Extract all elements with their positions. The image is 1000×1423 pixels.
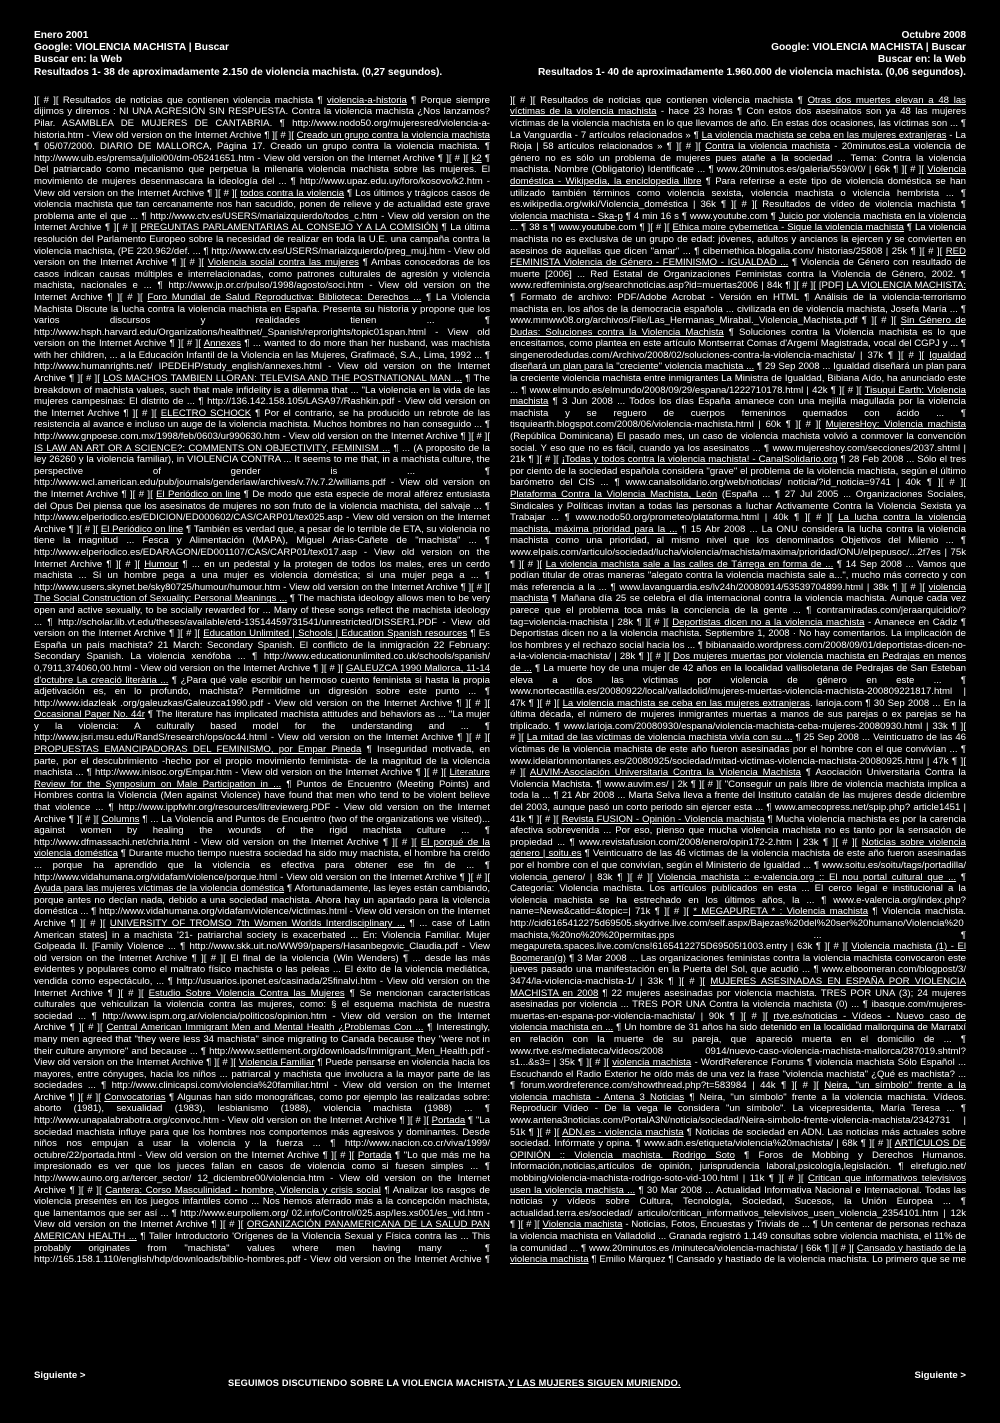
result-snippet: ¶ Algunas han sido monográficas, como por ejemplo las realizadas sobre: aborto (1981), sexualidad (1983), lesbianismo (1988), violencia machista (1988) ... ¶ http://www.unapalabrabotra.org/convoc.htm - View old version on the Internet Archive ¶ ][ # ][ [34, 1091, 490, 1127]
result-link[interactable]: Violencia machista :: e-valencia.org :: El nou portal cultural que ... [657, 871, 957, 883]
result-link[interactable]: ORGANIZACIÓN PANAMERICANA DE LA SALUD PAN AMERICAN HEALTH ... [34, 1219, 490, 1242]
result-snippet: ¶ Violencia de Género con resultado de muerte [2006] ... Red Estatal de Organizaciones Feministas contra la Violencia de Género, 2002. ¶ www.redfeminista.org/searchnoticias.asp?id=muertas2006 | 84k ¶ ][ # ][ [PDF] [510, 257, 966, 292]
result-snippet: ¶ Interestingly, many men agreed that "they were less 34 machista" since migrating to Canada because they "were not in their culture anymore" and because ... ¶ http://www.settlement.org/downloads/Immigrant_Men_Health.pdf - View old version on the Internet Archive ¶ ][ # ][ [34, 1022, 490, 1069]
result-link[interactable]: Central American Immigrant Men and Mental Health ¿Problemas Con ... [106, 1022, 424, 1034]
result-snippet: ¶ The literature has implicated machista attitudes and behaviors as ... "La mujer y la violencia: A culturally based model for the understanding and ... ¶ http://www.jsri.msu.edu/RandS/research/ops/oc44.html - View old version on the Internet Archive ¶ ][ # ][ [34, 709, 490, 744]
result-snippet: ¶ Formato de archivo: PDF/Adobe Acrobat - Versión en HTML ¶ Análisis de la violencia-terrorismo machista en. los años de la democracia española ... civilizada en de violencia machista, Josefa María ... ¶ www.mmww08.org/archivos/File/Las_Hermanas_Mirabal._Violencia_Machista.pdf ¶ ][ # ][ [510, 291, 966, 327]
result-snippet: ¶ Por el contrario, se ha producido un rebrote de las resistencia al avance e incluso un auge de la violencia machista. Muchos hombres no han conseguido ... ¶ http://www.gnpoese.com.mx/1998/feb/0603/ur990630.htm - View old version on the Internet Archive ¶ ][ # ][ [34, 407, 490, 443]
result-link[interactable]: Plataforma Contra la Violencia Machista, León [510, 489, 718, 500]
result-link[interactable]: Foro Mundial de Salud Reproductiva: Biblioteca: Derechos ... [147, 291, 422, 303]
result-link[interactable]: violencia machista - Ska-p [510, 210, 623, 222]
result-snippet: ¶ ... wanted to do more than her husband, was machista with her children, ... a la Educación Infantil de la Violencia en las Mujeres, Grafimacé, S.A., Lima, 1992 ... ¶ http://www.humanrights.net/ IPEDEHP/study_english/annexes.html - View old version on the Internet Archive ¶ ][ # ][ [34, 338, 490, 385]
result-snippet: - Amanece en Cádiz ¶ Deportistas dicen no a la violencia machista. Septiembre 1, 2008 · No hay comentarios. La implicación de los hombres y el rechazo social hacia los ... ¶ bibianaaido.wordpress.com/2008/09/01/deportistas-dicen-no-a-la-violencia-machista/ | 28k ¶ ][ # ][ [510, 616, 966, 663]
result-link[interactable]: La violencia machista sale a las calles de Tárrega en forma de ... [545, 558, 834, 570]
result-link[interactable]: ELECTRO SCHOCK [160, 407, 252, 419]
result-link[interactable]: Violencia machista (1) - El Boomeran(g) [510, 941, 966, 964]
result-link[interactable]: IS LAW AN ART OR A SCIENCE?: COMMENTS ON OBJECTIVITY, FEMINISM ... [34, 442, 391, 454]
result-snippet: ¶ 15 Abr 2008 ... La ONU considera la lucha contra la violencia machista como una prioridad, al mismo nivel que los denominados Objetivos del Milenio ... ¶ www.elpais.com/articulo/sociedad/lucha/violencia/machista/maxima/prioridad/ONU/elpepusoc/...2f7es | 75k ¶ ][ # ][ [510, 523, 966, 570]
result-snippet: ¶ The machista ideology allows men to be very open and active sexually, to be socially rewarded for ... Many of these songs reflect the machista ideology ... ¶ http://scholar.lib.vt.edu/theses/available/etd-13514459731541/unrestricted/DISSER1.PDF - View old version on the Internet Archive ¶ ][ # ][ [34, 593, 490, 640]
result-link[interactable]: ¡Todas y todos contra la violencia machista! - CanalSolidario.org [561, 454, 838, 466]
result-snippet: ¶ 28 Feb 2008 ... Sólo el tres por ciento de la sociedad española considera "grave" el problema de la violencia machista, según el último barómetro del CIS ... ¶ www.canalsolidario.org/web/noticias/ noticia/?id_noticia=9741 | 40k ¶ ][ # ][ [510, 454, 966, 489]
result-snippet: ¶ Veinticuatro de las 46 víctimas de la violencia machista de este año fueron asesinadas por el hombre con el que convivían, según el Ministerio de Igualdad ... ¶ www.soitu.es/soitu/tags/portadilla/ violencia_genero/ | 83k ¶ ][ # ][ [510, 848, 966, 883]
result-link[interactable]: PROPUESTAS EMANCIPADORAS DEL FEMINISMO, por Empar Pineda [34, 744, 362, 756]
query-line: Google: VIOLENCIA MACHISTA | Buscar [771, 42, 966, 54]
result-snippet: ¶ Se mencionan características culturales que vehiculizan la violencia contra las mujeres, como: § el esquema machista de nuestra sociedad ... ¶ http://www.ispm.org.ar/violencia/politicos/opinion.htm - View old version on the Internet Archive ¶ ][ # ][ [34, 987, 490, 1034]
footer-left-text: SEGUIMOS DISCUTIENDO SOBRE LA VIOLENCIA MACHISTA. [228, 1378, 508, 1388]
result-link[interactable]: Contra la violencia machista [705, 141, 830, 153]
result-snippet: ][ # ][ Resultados de noticias que contienen violencia machista ¶ [34, 94, 327, 106]
result-link[interactable]: The Social Construction of Sexuality: Personal Meanings ... [34, 593, 288, 605]
result-snippet: ¶ 4 min 16 s ¶ www.youtube.com ¶ [622, 210, 779, 222]
result-snippet: ¶ Para referirse a este tipo de violencia doméstica se han utilizado también términos como violencia sexista, violencia machista o violencia hembrista ... ¶ es.wikipedia.org/wiki/Violencia_doméstica | 36k ¶ ][ # ][ Resultados de vídeo de violencia machista ¶ [510, 175, 966, 211]
results-column-2001 [34, 30, 490, 1381]
result-snippet: ¶ Asociación Universitaria Contra la Violencia Machista. ¶ www.auvim.es/ | 2k ¶ ][ # ][ "Conseguir un país libre de violencia machista implica a toda la ... ¶ 21 Abr 2008 ... Marta Selva lleva a frente del Instituto catalán de las mujeres desde diciembre del 2003, aunque pasó un corto periodo sin ejercer esta ... ¶ www.amecopress.net/spip.php? article1451 | 41k ¶ ][ # ][ [510, 767, 966, 825]
result-snippet: ¶ También es verdad que, a pesar de lo terrible de ETA, su violencia no tiene la magnitud ... Fesca y Alimentación (MAPA), Miguel Arias-Cañete de "machista" ... ¶ http://www.elperiodico.es/EDARAGON/ED001107/CAS/CARP01/tex017.asp - View old version on the Internet Archive ¶ ][ # ][ [34, 523, 490, 570]
result-link[interactable]: La violencia machista se ceba en las mujeres extranjeras [562, 697, 810, 709]
result-link[interactable]: Portada [431, 1115, 466, 1127]
result-link[interactable]: Creado un grupo contra la violencia machista [296, 129, 490, 141]
result-link[interactable]: Cansado y hastiado de la violencia machista [510, 1242, 966, 1266]
result-link[interactable]: Estudio Sobre Violencia Contra las Mujeres [148, 987, 345, 999]
result-snippet: ¶ 3 Mar 2008 ... Las organizaciones feministas contra la violencia machista convocaron este jueves pasado una manifestación en la Puerta del Sol, que acudió ... ¶ www.elboomeran.com/blogpost/3/ 3474/la-violencia-machista-1/ | 33k ¶ ][ # ][ [510, 952, 966, 987]
query-line: Google: VIOLENCIA MACHISTA | Buscar [34, 42, 229, 54]
result-link[interactable]: Ayuda para las mujeres víctimas de la violencia doméstica [34, 883, 285, 895]
result-link[interactable]: Portada [357, 1149, 392, 1161]
result-snippet: ¶ Taller Introductorio 'Orígenes de la Violencia Sexual y Física contra las ... This probably originates from "machista" values where men having many ... ¶ http://165.158.1.110/english/hdp/downloads/biblio-hombres.pdf - View old version on the Internet Archive ¶ [34, 1231, 490, 1266]
result-snippet: (España ... ¶ 27 Jul 2005 ... Organizaciones Sociales, Sindicales y Políticas invitan a todas las personas a Iuchar Activamente Contra la Violencia Sexista ya Trabajar ... ¶ www.nodo50.org/prometeo/plataforma.html | 40k ¶ ][ # ][ [510, 489, 966, 524]
result-snippet: ¶ Noticias de sociedad en ADN. Las noticias más actuales sobre sociedad. Infórmate y opina. ¶ www.adn.es/etiqueta/violencia%20machista/ | 68k ¶ ][ # ][ [510, 1126, 966, 1150]
result-snippet: ¶ 25 Sep 2008 ... Veinticuatro de las 46 víctimas de la violencia machista de este año fueron asesinadas por el hombre con el que convivían ... ¶ www.ideiarionmontanes.es/20080925/sociedad/mitad-victimas-violencia-machista-20080925.html | 47k ¶ ][ # ][ [510, 732, 966, 779]
result-link[interactable]: Dos mujeres muertas por violencia machista en Pedrajas en menos de ... [510, 651, 966, 674]
result-snippet: ¶ 30 Mar 2008 ... Actualidad Informativa Nacional e Internacional. Todas las noticias y vídeos sobre Cultura, Tecnología, Sociedad, Sucesos, la Unión Europea ... ¶ actualidad.terra.es/sociedad/ articulo/critican_informativos_televisivos_usen_violencia_2354101.htm | 12k ¶ ][ # ][ [510, 1184, 966, 1231]
date-label: Octubre 2008 [901, 30, 966, 41]
result-snippet: ¶ Neira, "un símbolo" frente a la violencia machista. Vídeos. Reproducir Vídeo - De la vega le considera "un símbolo". La vicepresidenta, María Teresa ... ¶ www.antena3noticias.com/PortalA3N/noticia/sociedad/Neira-simbolo-frente-violencia-machista/2342731 | 51k ¶ ][ # ][ [510, 1091, 966, 1138]
result-link[interactable]: Education Unlimited | Schools | Education Spanish resources [203, 628, 468, 640]
result-link[interactable]: violencia machista [510, 581, 966, 605]
results-column-2008 [510, 30, 966, 1381]
result-link[interactable]: El Periódico on line [100, 523, 184, 535]
result-snippet: ¶ Afortunadamente, las leyes están cambiando, porque antes no decían nada, debido a una sociedad machista. Ahora hay un apartado para la violencia doméstica ... ¶ http://www.vidahumana.org/vidafam/violence/victimas.html - View old version on the Internet Archive ¶ ][ # ][ [34, 883, 490, 929]
result-link[interactable]: Tisuqui Earth: Violencia machista [510, 384, 966, 408]
result-link[interactable]: Noticias sobre violencia género | soitu.es [510, 836, 966, 860]
result-link[interactable]: violencia-a-historia [326, 94, 407, 106]
result-link[interactable]: Revista FUSION - Opinión - Violencia machista [561, 813, 765, 825]
result-snippet: (República Dominicana) El pasado mes, un caso de violencia machista volvió a conmover la convención social. Y eso que no es fácil, cuando ya los asesinatos ... ¶ www.mujereshoy.com/secciones/2037.shtml | 21k ¶ ][ # ][ [510, 431, 966, 466]
results-summary: Resultados 1- 40 de aproximadamente 1.960.000 de violencia machista. (0,06 segundos). [537, 66, 966, 78]
result-link[interactable]: MUJERES ASESINADAS EN ESPAÑA POR VIOLENCIA MACHISTA en 2008 [510, 975, 966, 999]
result-link[interactable]: Violencia doméstica - Wikipedia, la enciclopedia libre [510, 164, 966, 187]
result-snippet: ¶ 14 Sep 2008 ... Vamos que podían titular de otras maneras "alegato contra la violencia machista sale a...", mucho más correcto y con más referencia a la ... ¶ www.lavanguardia.es/lv24h/20080914/53539704899.html | 38k ¶ ][ # ][ [510, 558, 966, 593]
next-page-link[interactable]: Siguiente > [914, 1370, 966, 1381]
search-scope: Buscar en: la Web [34, 54, 123, 66]
result-link[interactable]: Juicio por violencia machista en la violencia [778, 210, 966, 222]
result-snippet: ¶ Inseguridad motivada, en parte, por el descubrimiento -hecho por el propio movimiento feminista- de la magnitud de la violencia machista ... ¶ http://www.inisoc.org/Empar.htm - View old version on the Internet Archive ¶ ][ # ][ [34, 744, 490, 779]
result-snippet: - 20minutos.esLa violencia de género no es sólo un problema de mujeres pues atañe a la sociedad ... Tema: Contra la violencia machista. Nombre (Obligatorio) Identificate ... ¶ www.20minutos.es/galeria/559/0/0/ | 66k ¶ ][ # ][ [510, 141, 966, 176]
result-link[interactable] [66, 1266, 304, 1267]
result-snippet: ¶ Durante mucho tiempo nuestra sociedad ha sido muy machista, el hombre ha creído ... porque ha aprendido que la violencia es efectiva para obtener ese fin de ... ¶ http://www.vidahumana.org/vidafam/violence/porque.html - View old version on the Internet Archive ¶ ][ # ][ [34, 848, 490, 883]
result-snippet: ¶ Foros de Mobbing y Derechos Humanos. Información,noticias,artículos de opinión, jurisprudencia laboral,psicología,legislación. ¶ elrefugio.net/ mobbing/violencia-machista-rodrigo-soto-vid-100.html | 11k ¶ ][ # ][ [510, 1149, 966, 1185]
result-snippet: ¶ Analizar los rasgos de violencia presentes en los juegos infantiles como ... Nos hemos aferrado más a la concepción machista, que lamentamos que ser así ... ¶ http://www.eurpoliem.org/ 02.info/Control/025.asp/Ies.xs001/es_vid.htm - View old version on the Internet Archive ¶ ][ # ][ [34, 1184, 490, 1231]
result-snippet: - hace 23 horas ¶ Con estos dos asesinatos son ya 48 las mujeres víctimas de la violencia machista en lo que llevamos de año. En estas dos ocasiones, las víctimas son ... ¶ La Vanguardia - 7 artículos relacionados » ¶ [510, 106, 966, 141]
result-snippet: ¶ "La sociedad machista influye para que los hombres nos comportemos más agresivos y dominantes. Desde niños nos empujan a usar la violencia y la fuerza ... ¶ http://www.nacion.co.cr/viva/1999/ octubre/22/portada.html - View old version on the Internet Archive ¶ ][ # ][ [34, 1115, 490, 1161]
result-snippet: ¶ La muerte hoy de una mujer de 42 años en la localidad vallisoletana de Pedrajas de San Esteban eleva a dos las víctimas por violencia de género en este ... ¶ www.nortecastilla.es/20080922/local/valladolid/mujeres-muertas-violencia-machista-200809221817.html | 47k ¶ ][ # ][ [510, 662, 966, 709]
result-snippet: ¶ La violencia machista no es exclusiva de un grupo de edad: jóvenes, adultos y ancianos la ejercen y se convierten en asesinos de aquellas que dicen "amar" ... ¶ cibernethica.blogalia.com/ historias/25808 | 25k ¶ ][ # ][ [510, 222, 966, 257]
result-snippet: ¶ 22 mujeres asesinadas por violencia machista. TRES POR UNA (3); 24 mujeres asesinadas por violencia ... TRES POR UNA Contra la violencia machista (0) ... ¶ ibasque.com/mujeres-muertas-en-espana-por-violencia-machista/ | 90k ¶ ][ # ][ [510, 987, 966, 1022]
column-header [34, 30, 490, 79]
result-snippet: ¶ "Lo que más me ha impresionado es ver que los jueces fallan en casos de violencia como si fuesen simples ... ¶ http://www.auno.org.ar/tercer_sector/ 12_diciembre00/violencia.htm - View old version on the Internet Archive ¶ ][ # ][ [34, 1149, 490, 1196]
result-link[interactable]: MujeresHoy: Violencia machista [825, 419, 966, 431]
result-link[interactable]: UNIVERSITY OF TROMSO 7th Women Worlds Interdisciplinary ... [109, 917, 405, 929]
result-snippet: ][ # ][ Resultados de noticias que contienen violencia machista ¶ [510, 94, 808, 106]
result-link[interactable]: Sin Género de Dudas: Soluciones contra la Violencia Machista [510, 315, 966, 338]
result-snippet: ¶ Los últimos y trágicos casos de violencia machista que tan cercanamente nos han sacudido, ponen de relieve y de actualidad este grave problema ante el que ... ¶ http://www.ctv.es/USERS/mariaizquierdo/todos_c.htm - View old version on the Internet Archive ¶ ][ # ][ [34, 187, 490, 234]
result-link[interactable]: Cantera: Corso Masculinidad - hombre, Violencia y crisis social [105, 1184, 381, 1196]
result-link[interactable]: Violencia Familiar [238, 1057, 315, 1069]
result-snippet: ¶ ... La Violencia and Puntos de Encuentro (two of the organizations we visited)... against women by healing the wounds of the rigid machista culture ... ¶ http://www.dfmassachi.net/chria.html - View old version on the Internet Archive ¶ ][ # ][ [34, 813, 490, 848]
result-snippet: ¶ ¿Para qué vale escribir un hermoso cuento feminista si hasta la propia adjetivación es, en lo profundo, machista? Permitidme un digresión sobre este punto ... ¶ http://www.idazleak .org/galeuzkas/Galeuzca1990.pdf - View old version on the Internet Archive ¶ ][ # ][ [34, 674, 490, 709]
result-link[interactable]: Annexes [203, 338, 242, 350]
result-snippet: ¶ Emilio Márquez ¶ Cansado y hastiado de la violencia machista. Lo primero que se me [591, 1254, 966, 1266]
result-link[interactable]: LA VIOLENCIA MACHISTA: [846, 280, 966, 292]
result-snippet: ¶ The breakdown of machista values, such that male infidelity is a dilemma that ... "La violencia en la vida de las mujeres campesinas: El distrito de ... ¶ http://136.142.158.105/LASA97/Rashkin.pdf - View old version on the Internet Archive ¶ ][ # ][ [34, 373, 490, 419]
result-snippet: ¶ ... (A proposito de la ley 26260 y la violencia familiar), in VIOLENCIA CONTRA ... It seems to me that, in a machista culture, the perspective of gender is ... ¶ http://www.wcl.american.edu/pub/journals/genderlaw/archives/v.7/v.7.2/williams.pdf - View old version on the Internet Archive ¶ ][ # ][ [34, 442, 490, 500]
result-link[interactable]: Neira, "un símbolo" frente a la violencia machista - Antena 3 Noticias [510, 1080, 966, 1103]
search-scope: Buscar en: la Web [877, 54, 966, 66]
result-snippet: ¶ ... case of Latin American states] in a machista '21- patriarchal society is exacerbated ... En: Violencia Familiar. Mujer Golpeada II. [Family Violence ... ¶ http://www.skk.uit.no/WW99/papers/Hasanbegovic_Claudia.pdf - View old version on the Internet Archive ¶ ][ # ][ [34, 917, 490, 964]
results-list [34, 95, 490, 1267]
result-link[interactable]: La mitad de las víctimas de violencia machista vivía con su ... [526, 732, 793, 744]
result-snippet: ¶ 3 Jun 2008 ... Todos los días España amanece con una mejilla magullada por la violencia machista y se reguero de cuerpos femeninos quemados con ácido ... ¶ tisquiearth.blogspot.com/2008/06/violencia-machista.html | 60k ¶ ][ # ][ [510, 396, 966, 431]
column-header [510, 30, 966, 79]
result-link[interactable]: Convocatorias [104, 1091, 166, 1103]
result-link[interactable]: Igualdad diseñará un plan para la "creciente" violencia machista ... [510, 349, 966, 373]
result-snippet: ¶ Mañana día 25 se celebra el día internacional contra la violencia machista. Aunque cada vez parece que el problema toca más la conciencia de la gente ... ¶ contramiradas.com/jeraarquicidio/?tag=violencia-machista | 28k ¶ ][ # ][ [510, 593, 966, 628]
result-link[interactable]: todos contra la violencia [240, 187, 345, 199]
result-link[interactable]: El Periódico on line [156, 489, 241, 500]
result-snippet: ¶ La última resolución del Parlamento Europeo sobre la necesidad de realizar en toda la U.E. una campaña contra la violencia machista, (PE 220.962/def. ... ¶ http://www.ctv.es/USERS/mariaizquierdo/preg_muj.htm - View old version on the Internet Archive ¶ ][ # ][ [34, 222, 490, 269]
result-snippet: ¶ Ambas conocedoras de los casos indican causas múltiples e interrelacionadas, como patrones culturales de agresión y violencia machista, nacionales e ... ¶ http://www.jp.or.cr/pulso/1998/agosto/soci.htm - View old version on the Internet Archive ¶ ][ # ][ [34, 257, 490, 303]
result-snippet: . larioja.com ¶ 30 Sep 2008 ... En la última década, el número de mujeres inmigrantes muertas a manos de sus parejas o ex parejas se ha triplicado. ¶ www.larioja.com/20080930/espana/violencia-machista-ceba-mujeres-20080930.html | 33k ¶ ][ # ][ [510, 697, 966, 744]
result-snippet: ¶ Mucha violencia machista es por la carencia afectiva sobrevenida ... Por eso, pienso que mucha violencia machista no es tanto por la sensación de propiedad ... ¶ www.revistafusion.com/2008/enero/opin172-2.htm | 23k ¶ ][ # ][ [510, 813, 966, 848]
result-link[interactable]: * MEGAPURETA * : Violencia machista [693, 906, 869, 918]
result-link[interactable]: El porqué de la violencia doméstica [34, 836, 490, 860]
result-snippet: ¶ Del patriarcado como mecanismo que perpetua la milenaria violencia machista sobre las mujeres. El movimiento de mujeres desenmascara la ideología del ... ¶ http://www.upaz.edu.uy/foro/kosovo/k2.htm - View old version on the Internet Archive ¶ ][ # ][ [34, 152, 490, 199]
result-link[interactable]: rtve.es/noticias - Vídeos - Nuevo caso de violencia machista en ... [510, 1010, 966, 1034]
result-snippet: ¶ ... en un pedestal y la protegen de todos los males, eres un cerdo machista ... Si un hombre pega a una mujer es violencia doméstica; si una mujer pega a ... ¶ http://www.users.skynet.be/sky80725/humour/humour.htm - View old version on the Internet Archive ¶ ][ # ][ [34, 558, 490, 593]
result-link[interactable]: k2 [471, 152, 482, 164]
result-snippet: ¶ 29 Sep 2008 ... Igualdad diseñará un plan para la creciente violencia machista entre inmigrantes La Ministra de Igualdad, Bibiana Aído, ha anunciado este ... ¶ www.elmundo.es/elmundo/2008/09/29/espana/1222710178.html | 42k ¶ ][ # ][ [510, 361, 966, 396]
result-link[interactable]: GALEUZCA 1990 Mallorca, 11-14 d'octubre La creació literària ... [34, 662, 490, 686]
result-snippet: - Noticias, Fotos, Encuestas y Trivials de ... ¶ Un centenar de personas rechaza la violencia machista en Valladolid ... Granada registró 1.149 consultas sobre violencia machista, el 11% de la comunidad ... ¶ www.20minutos.es /minuteca/violencia-machista/ | 66k ¶ ][ # ][ [510, 1219, 966, 1254]
result-link[interactable]: Deportistas dicen no a la violencia machista [672, 616, 865, 628]
result-snippet: ¶ La Violencia Machista Discute la lucha contra la violencia machista en España. Presenta su historia y propone que los varios discursos y realidades tienen ... ¶ http://www.hsph.harvard.edu/Organizations/healthnet/_Spanish/reprorights/topic01span.html - View old version on the Internet Archive ¶ ][ # ][ [34, 291, 490, 350]
result-snippet: ¶ Puede pensarse en violencia hacia los mayores, entre cónyuges, hacia los niños ... patriarcal y machista que involucra a la mayor parte de las sociedades ... ¶ http://www.clinicapsi.com/violencia%20familiar.html - View old version on the Internet Archive ¶ ][ # ][ [34, 1057, 490, 1103]
result-link[interactable]: Otras dos muertes elevan a 48 las víctimas de la violencia machista [510, 94, 966, 118]
results-list [510, 95, 966, 1267]
result-link[interactable]: LOS MACHOS TAMBIEN LLORAN: TELEVISA AND THE POSTNATIONAL MAN ... [103, 373, 463, 385]
result-link[interactable]: Ethica moire cybernetica - Sigue la violencia machista [672, 222, 904, 234]
result-snippet: ¶ Puntos de Encuentro (Meeting Points) and Hombres contra la Violencia (Men against Violence) have found that men who tend to be violent believe that violence ... ¶ http://www.ippfwhr.org/resources/litreviewerg.PDF - View old version on the Internet Archive ¶ ][ # ][ [34, 778, 490, 825]
result-link[interactable]: AUVIM-Asociación Universitaria Contra la Violencia Machista [529, 767, 802, 779]
result-link[interactable]: Critican que informativos televisivos usen la violencia machista ... [510, 1173, 966, 1196]
footer-right-text: Y LAS MUJERES SIGUEN MURIENDO. [508, 1378, 681, 1388]
result-snippet: ¶ Soluciones contra la Violencia machista es lo que encesitamos, como plantea en este artículo Montserrat Comas d'Argemí Magistrada, vocal del CGPJ y ... ¶ singenerodedudas.com/Archivo/2008/02/soluciones-contra-la-violencia-machista/ | 37k ¶ ][ # ][ [510, 326, 966, 361]
next-page-link[interactable]: Siguiente > [34, 1370, 86, 1381]
result-snippet: - WordReference Forums ¶ violencia machista Sólo Español ... Escuchando el Radio Exterior he oído más de una vez la frase "violencia machista" ¿Qué es machista? ... ¶ forum.wordreference.com/showthread.php?t=583984 | 44k ¶ ][ # ][ [510, 1057, 966, 1092]
result-link[interactable]: Occasional Paper No. 44r [34, 709, 145, 721]
result-snippet: ¶ Es España un país machista? 21 March: Secondary Spanish. El conflicto de la inmigración 22 February: Secondary Spanish. La violencia xenófoba ... ¶ http://www.educationunlimited.co.uk/schools/spanish/ 0,7911,374060,00.html - View old version on the Internet Archive ¶ ][ # ][ [34, 628, 490, 674]
result-snippet: ¶ De modo que esta especie de moral alférez entusiasta del Opus Dei piensa que los asesinatos de mujeres no son fruto de la violencia machista, del salvaje ... ¶ http://www.elperiodico.es/EDICION/ED000602/CAS/CARP01/tex025.asp - View old version on the Internet Archive ¶ ][ # ][ [34, 489, 490, 535]
result-link[interactable]: violencia machista [612, 1057, 692, 1069]
result-link[interactable]: Violencia machista [542, 1219, 623, 1231]
result-link[interactable]: La lucha contra la violencia machista, máxima prioridad para la ... [510, 512, 966, 535]
result-snippet: - La Rioja | 58 artículos relacionados » ¶ ][ # ][ [510, 129, 966, 153]
result-snippet: El final de la violencia (Win Wenders) ¶ ... desde las más evidentes y populares como el maltrato físico machista o las peleas ... El éxito de la violencia mediática, vendida como espectáculo, ... ¶ http://usuarios.iponet.es/casinada/25finalvi.htm - View old version on the Internet Archive ¶ ][ # ][ [34, 952, 490, 999]
result-snippet: ¶ Categoria: Violencia machista. Los artículos publicados en esta ... El cerco legal e institucional a la violencia machista se ha estrechado en los últimos años, la ... ¶ www.e-valencia.org/index.php?name=News&catid=&topic=| 71k ¶ ][ # ][ [510, 871, 966, 918]
result-link[interactable]: Literature Review for the Symposium on Male Participation in ... [34, 767, 490, 790]
result-link[interactable]: Humour [144, 558, 179, 570]
result-snippet: ¶ Violencia machista. http://cid6165412275d69505.skydrive.live.com/self.aspx/Bajezas%20del%20ser%20humano/Violencia%20machista,%20no%20%20permitas.pps ... ¶ megapureta.spaces.live.com/cns!6165412275D69505!1003.entry | 63k ¶ ][ # ][ [510, 906, 966, 953]
result-link[interactable]: ADN.es - violencia machista [562, 1126, 684, 1138]
result-link[interactable]: ARTÍCULOS DE OPINIÓN :: Violencia machista. Rodrigo Soto [510, 1138, 966, 1161]
result-snippet: ... ¶ 38 s ¶ www.youtube.com ¶ ][ # ][ [510, 222, 673, 234]
result-snippet: ¶ 05/07/2000. DIARIO DE MALLORCA, Página 17. Creado un grupo contra la violencia machista. ¶ http://www.uib.es/premsa/juliol00/dm-05241651.htm - View old version on the Internet Archive ¶ ][ # ][ [34, 141, 490, 164]
result-link[interactable]: Columns [101, 813, 140, 825]
results-summary: Resultados 1- 38 de aproximadamente 2.150 de violencia machista. (0,27 segundos). [34, 66, 443, 78]
date-label: Enero 2001 [34, 30, 89, 41]
result-snippet: ¶ Un hombre de 31 años ha sido detenido en la localidad mallorquina de Marratxí en relación con la muerte de su pareja, que apareció muerta en el domicilio de ... ¶ www.rtve.es/mediateca/videos/2008 0914/nuevo-caso-violencia-machista-mallorca/287019.shtml?s1...&s3= | 35k ¶ ][ # ][ [510, 1022, 966, 1069]
result-link[interactable]: PREGUNTAS PARLAMENTARIAS AL CONSEJO Y A LA COMISIÓN [140, 222, 439, 234]
result-link[interactable]: RED FEMINISTA Violencia de Género - FEMINISMO - IGUALDAD ... [510, 245, 966, 269]
result-snippet: ¶ Porque siempre dijimos y diremos : NI UNA AGRESIÓN SIN RESPUESTA. Contra la violencia machista ¿Nos lanzamos? Pilar. ASAMBLEA DE MUJERES DE CANTABRIA. ¶ http://www.nodo50.org/mujeresred/violencia-a-historia.htm - View old version on the Internet Archive ¶ ][ # ][ [34, 94, 490, 141]
result-link[interactable]: Violencia social contra las mujeres [207, 257, 359, 269]
result-link[interactable]: La violencia machista se ceba en las mujeres extranjeras [701, 129, 947, 141]
